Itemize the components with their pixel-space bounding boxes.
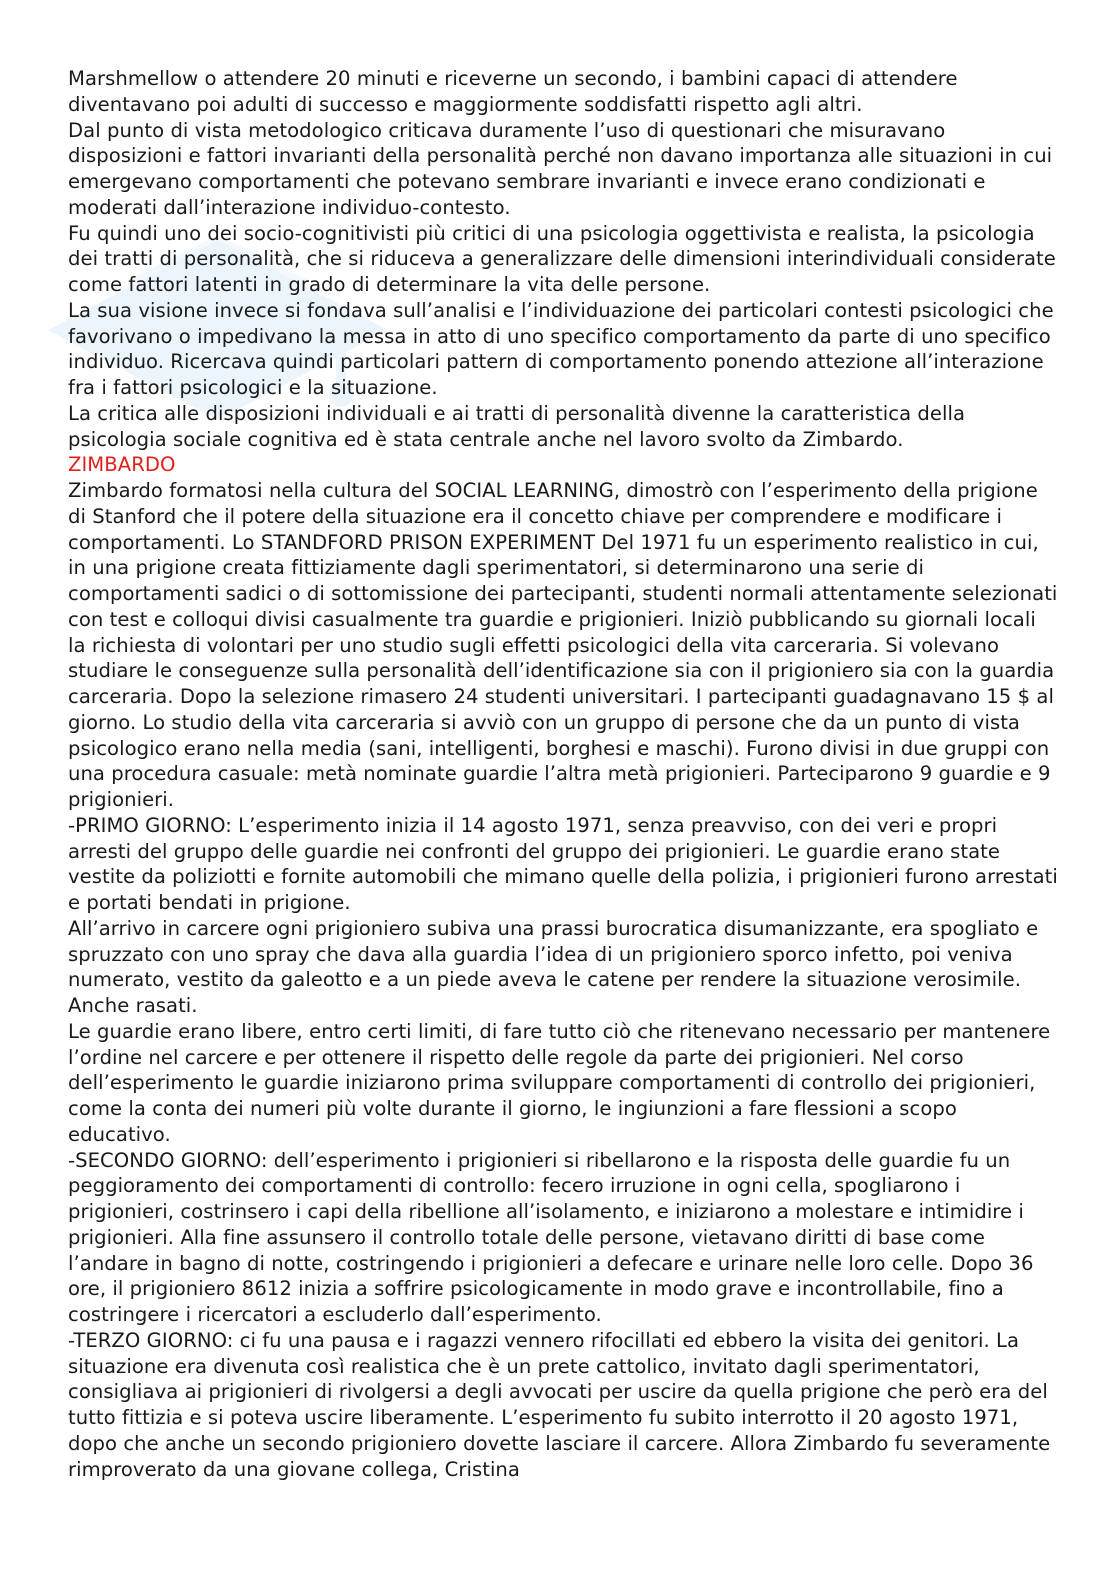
paragraph: La sua visione invece si fondava sull’analisi e l’individuazione dei particolari contesti psicologici che favorivano o impedivano la messa in atto di uno specifico comportamento da parte di uno specifico individuo. Ricercava quindi particolari pattern di comportamento ponendo attezione all’interazione fra i fattori psicologici e la situazione. — [68, 298, 1054, 399]
paragraph: -TERZO GIORNO: ci fu una pausa e i ragazzi vennero rifocillati ed ebbero la visita dei genitori. La situazione era divenuta così realistica che è un prete cattolico, invitato dagli sperimentatori, consigliava ai prigionieri di rivolgersi a degli avvocati per uscire da quella prigione che però era del tutto fittizia e si poteva uscire liberamente. L’esperimento fu subito interrotto il 20 agosto 1971, dopo che anche un secondo prigioniero dovette lasciare il carcere. Allora Zimbardo fu severamente rimproverato da una giovane collega, Cristina — [68, 1328, 1051, 1481]
paragraph: Dal punto di vista metodologico criticava duramente l’uso di questionari che misuravano disposizioni e fattori invarianti della personalità perché non davano importanza alle situazioni in cui emergevano comportamenti che potevano sembrare invarianti e invece erano condizionati e moderati dall’interazione individuo-contesto. — [68, 118, 1053, 219]
paragraph: -PRIMO GIORNO: L’esperimento inizia il 14 agosto 1971, senza preavviso, con dei veri e propri arresti del gruppo delle guardie nei confronti del gruppo dei prigionieri. Le guardie erano state vestite da poliziotti e fornite automobili che mimano quelle della polizia, i prigionieri furono arrestati e portati bendati in prigione. — [68, 813, 1058, 914]
section-heading: ZIMBARDO — [68, 453, 176, 477]
paragraph: Le guardie erano libere, entro certi limiti, di fare tutto ciò che ritenevano necessario per mantenere l’ordine nel carcere e per ottenere il rispetto delle regole da parte dei prigionieri. Nel corso dell’esperimento le guardie iniziarono prima sviluppare comportamenti di controllo dei prigionieri, come la conta dei numeri più volte durante il giorno, le ingiunzioni a fare flessioni a scopo educativo. — [68, 1019, 1051, 1146]
document-page — [68, 66, 1058, 1482]
paragraph: La critica alle disposizioni individuali e ai tratti di personalità divenne la caratteristica della psicologia sociale cognitiva ed è stata centrale anche nel lavoro svolto da Zimbardo. — [68, 401, 966, 451]
paragraph: -SECONDO GIORNO: dell’esperimento i prigionieri si ribellarono e la risposta delle guardie fu un peggioramento dei comportamenti di controllo: fecero irruzione in ogni cella, spogliarono i prigionieri, costrinsero i capi della ribellione all’isolamento, e iniziarono a molestare e intimidire i prigionieri. Alla fine assunsero il controllo totale delle persone, vietavano diritti di base come l’andare in bagno di notte, costringendo i prigionieri a defecare e urinare nelle loro celle. Dopo 36 ore, il prigioniero 8612 inizia a soffrire psicologicamente in modo grave e incontrollabile, fino a costringere i ricercatori a escluderlo dall’esperimento. — [68, 1148, 1034, 1326]
paragraph: All’arrivo in carcere ogni prigioniero subiva una prassi burocratica disumanizzante, era spogliato e spruzzato con uno spray che dava alla guardia l’idea di un prigioniero sporco infetto, poi veniva numerato, vestito da galeotto e a un piede aveva le catene per rendere la situazione verosimile. Anche rasati. — [68, 916, 1039, 1017]
paragraph: Marshmellow o attendere 20 minuti e riceverne un secondo, i bambini capaci di attendere diventavano poi adulti di successo e maggiormente soddisfatti rispetto agli altri. — [68, 67, 958, 116]
paragraph: Zimbardo formatosi nella cultura del SOCIAL LEARNING, dimostrò con l’esperimento della prigione di Stanford che il potere della situazione era il concetto chiave per comprendere e modificare i comportamenti. Lo STANDFORD PRISON EXPERIMENT Del 1971 fu un esperimento realistico in cui, in una prigione creata fittiziamente dagli sperimentatori, si determinarono una serie di comportamenti sadici o di sottomissione dei partecipanti, studenti normali attentamente selezionati con test e colloqui divisi casualmente tra guardie e prigionieri. Iniziò pubblicando su giornali locali la richiesta di volontari per uno studio sugli effetti psicologici della vita carceraria. Si volevano studiare le conseguenze sulla personalità dell’identificazione sia con il prigioniero sia con la guardia carceraria. Dopo la selezione rimasero 24 studenti universitari. I partecipanti guadagnavano 15 $ al giorno. Lo studio della vita carceraria si avviò con un gruppo di persone che da un punto di vista psicologico erano nella media (sani, intelligenti, borghesi e maschi). Furono divisi in due gruppi con una procedura casuale: metà nominate guardie l’altra metà prigionieri. Parteciparono 9 guardie e 9 prigionieri. — [68, 479, 1058, 811]
paragraph: Fu quindi uno dei socio-cognitivisti più critici di una psicologia oggettivista e realista, la psicologia dei tratti di personalità, che si riduceva a generalizzare delle dimensioni interindividuali considerate come fattori latenti in grado di determinare la vita delle persone. — [68, 221, 1056, 296]
